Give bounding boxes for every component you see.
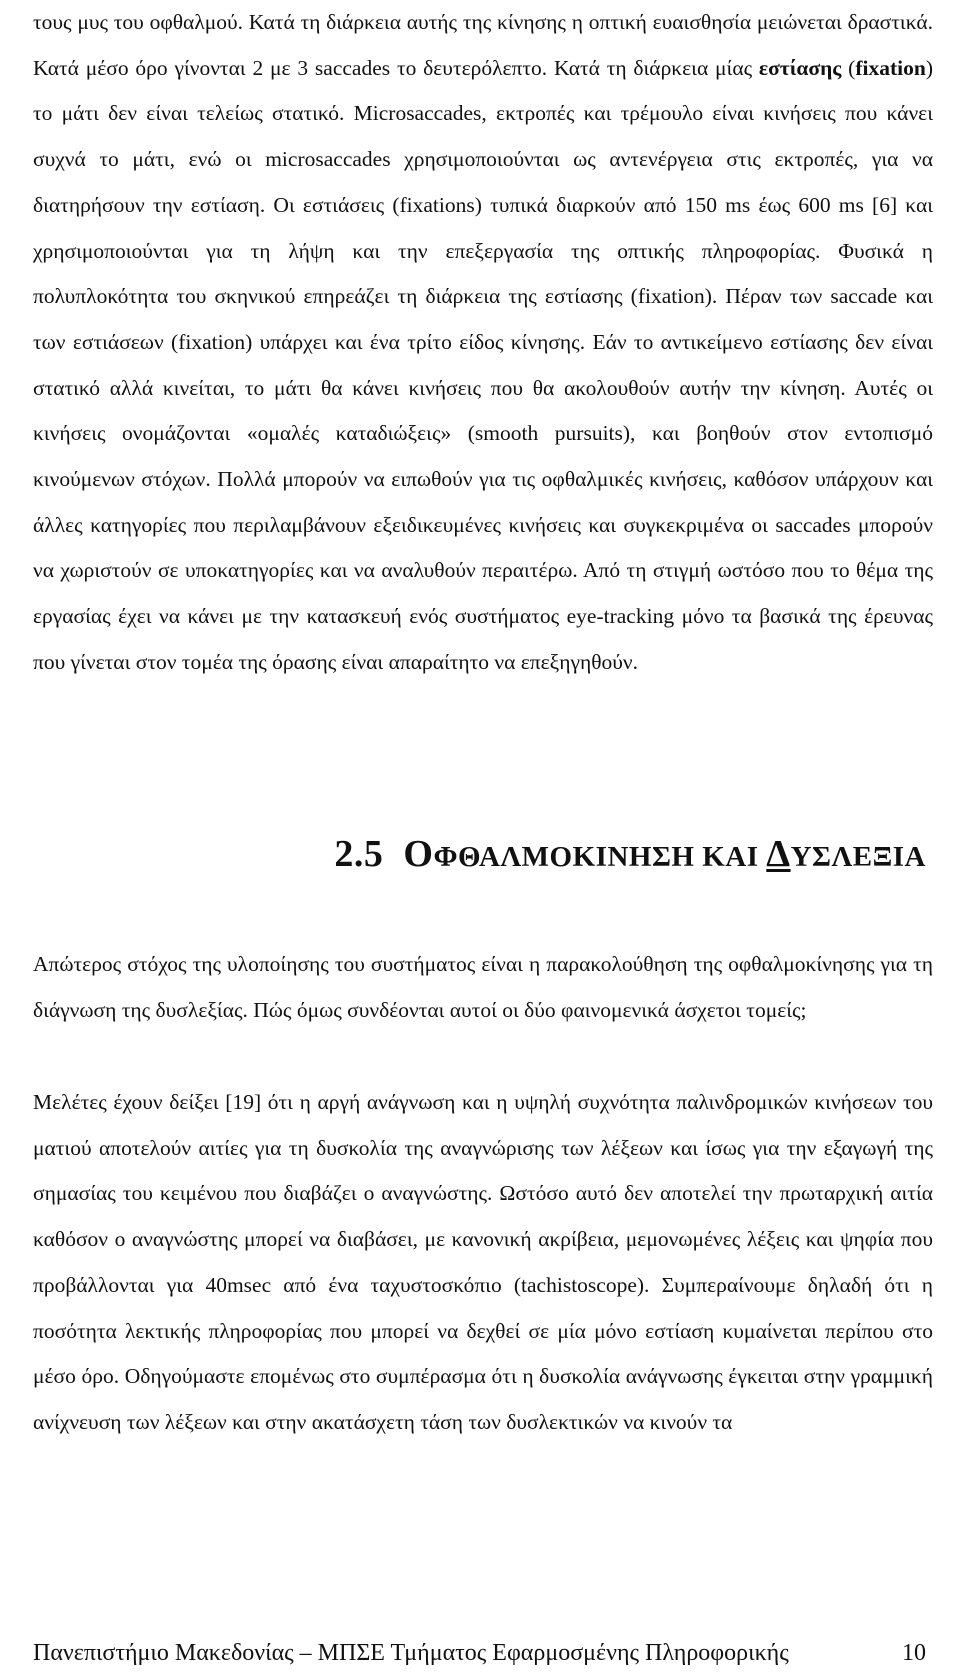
paragraph-text: τους μυς του οφθαλμού. Κατά τη διάρκεια αυτής της κίνησης η οπτική ευαισθησία μειώνεται δραστικά. Κατά μέσο όρο γίνονται 2 με 3 saccades το δευτερόλεπτο. Κατά τη διάρκεια μίας: [33, 10, 933, 80]
section-number: 2.5: [334, 833, 384, 875]
paragraph-text: (: [841, 55, 856, 80]
paragraph-goal: Απώτερος στόχος της υλοποίησης του συστήματος είναι η παρακολούθηση της οφθαλμοκίνησης για τη διάγνωση της δυσλεξίας. Πώς όμως συνδέονται αυτοί οι δύο φαινομενικά άσχετοι τομείς;: [33, 952, 933, 1022]
bold-term-fixation-gr: εστίασης: [758, 55, 842, 80]
section-title-initial: Ο: [403, 833, 434, 875]
section-heading: [334, 832, 926, 876]
paragraph-text: ) το μάτι δεν είναι τελείως στατικό. Microsaccades, εκτροπές και τρέμουλο είναι κινήσεις που κάνει συχνά το μάτι, ενώ οι microsaccades χρησιμοποιούνται ως αντενέργεια στις εκτροπές, για να διατηρήσουν την εστίαση. Οι εστιάσεις (fixations) τυπικά διαρκούν από 150 ms έως 600 ms [6] και χρησιμοποιούνται για τη λήψη και την επεξεργασία της οπτικής πληροφορίας. Φυσικά η πολυπλοκότητα του σκηνικού επηρεάζει τη διάρκεια της εστίασης (fixation). Πέραν των saccade και των εστιάσεων (fixation) υπάρχει και ένα τρίτο είδος κίνησης. Εάν το αντικείμενο εστίασης δεν είναι στατικό αλλά κινείται, το μάτι θα κάνει κινήσεις που θα ακολουθούν αυτήν την κίνηση. Αυτές οι κινήσεις ονομάζονται «ομαλές καταδιώξεις» (smooth pursuits), και βοηθούν στον εντοπισμό κινούμενων στόχων. Πολλά μπορούν να ειπωθούν για τις οφθαλμικές κινήσεις, καθόσον υπάρχουν και άλλες κατηγορίες που περιλαμβάνουν εξειδικευμένες κινήσεις και συγκεκριμένα οι saccades μπορούν να χωριστούν σε υποκατηγορίες και να αναλυθούν περαιτέρω. Από τη στιγμή ωστόσο που το θέμα της εργασίας έχει να κάνει με την κατασκευή ενός συστήματος eye-tracking μόνο τα βασικά της έρευνας που γίνεται στον τομέα της όρασης είναι απαραίτητο να επεξηγηθούν.: [33, 55, 933, 674]
section-title-initial-underlined: Δ: [766, 833, 791, 875]
page-number: 10: [902, 1640, 926, 1666]
paragraph-studies: Μελέτες έχουν δείξει [19] ότι η αργή ανάγνωση και η υψηλή συχνότητα παλινδρομικών κινήσεων του ματιού αποτελούν αιτίες για τη δυσκολία της αναγνώρισης των λέξεων και ίσως για την εξαγωγή της σημασίας του κειμένου που διαβάζει ο αναγνώστης. Ωστόσο αυτό δεν αποτελεί την πρωταρχική αιτία καθόσον ο αναγνώστης μπορεί να διαβάσει, με κανονική ακρίβεια, μεμονωμένες λέξεις και ψηφία που προβάλλονται για 40msec από ένα ταχυστοσκόπιο (tachistoscope). Συμπεραίνουμε δηλαδή ότι η ποσότητα λεκτικής πληροφορίας που μπορεί να δεχθεί σε μία μόνο εστίαση κυμαίνεται περίπου στο μέσο όρο. Οδηγούμαστε επομένως στο συμπέρασμα ότι η δυσκολία ανάγνωσης έγκειται στην γραμμική ανίχνευση των λέξεων και στην ακατάσχετη τάση των δυσλεκτικών να κινούν τα: [33, 1090, 933, 1434]
footer-institution: Πανεπιστήμιο Μακεδονίας – ΜΠΣΕ Τμήματος Εφαρμοσμένης Πληροφορικής: [33, 1640, 789, 1666]
paragraph-eye-movements: [33, 0, 933, 686]
page-footer: [33, 1640, 926, 1667]
section-title-text: ΥΣΛΕΞΙΑ: [790, 841, 926, 873]
section-title-text: ΦΘΑΛΜΟΚΙΝΗΣΗ ΚΑΙ: [433, 841, 767, 873]
bold-term-fixation-en: fixation: [855, 55, 926, 80]
